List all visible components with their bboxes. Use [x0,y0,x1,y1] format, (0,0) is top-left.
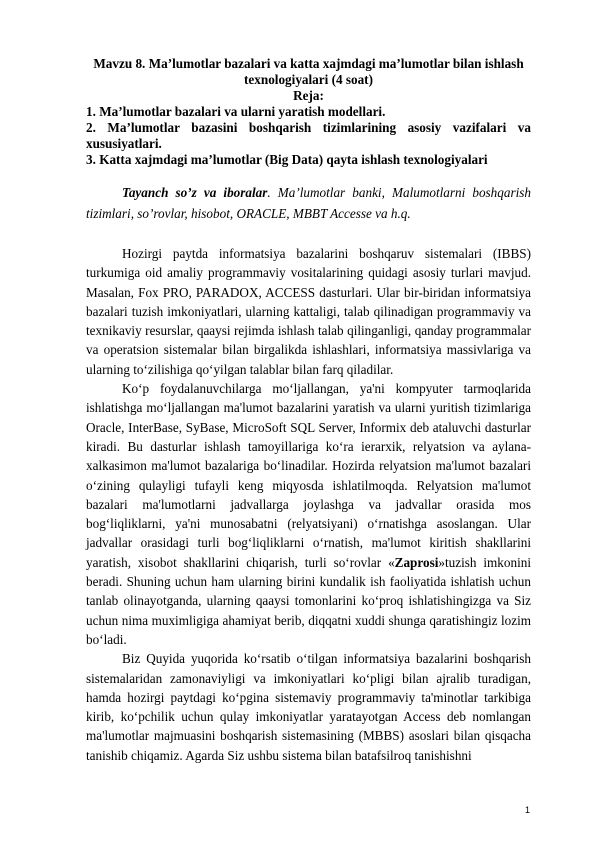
body-paragraph: Hozirgi paytda informatsiya bazalarini boshqaruv sistemalari (IBBS) turkumiga oid amaliy programmaviy vositalarining quidagi asosiy turlari mavjud. Masalan, Fox PRO, PARADOX, ACCESS dasturlari. Ular bir-biridan informatsiya bazalari tuzish imkoniyatlari, ularning kattaligi, talab qilinadigan programmaviy va texnikaviy resurslar, qaaysi rejimda ishlash talab qilinganligi, qanday programmalar va operatsion sistemalar bilan birgalikda ishlashlari, informatsiya massivlariga va ularning to‘zilishiga qo‘yilgan talablar bilan farq qiladilar. [86,246,531,377]
plan-item: 2. Ma’lumotlar bazasini boshqarish tizimlarining asosiy vazifalari va xususiyatlari. [86,120,531,151]
plan-heading: Reja: [293,88,324,103]
document-title: Mavzu 8. Ma’lumotlar bazalari va katta xajmdagi ma’lumotlar bilan ishlash texnologiyalari (4 soat) [93,56,524,87]
plan-list [86,104,531,168]
keywords-paragraph [86,182,531,224]
plan-item: 3. Katta xajmdagi ma’lumotlar (Big Data) qayta ishlash texnologiyalari [86,152,488,167]
body-paragraph: Biz Quyida yuqorida ko‘rsatib o‘tilgan informatsiya bazalarini boshqarish sistemalaridan zamonaviyligi va imkoniyatlari ko‘pligi bilan ajralib turadigan, hamda hozirgi paytdagi ko‘pgina sistemaviy programmaviy ta'minotlar tarkibiga kirib, ko‘pchilik uchun qulay imkoniyatlar yaratayotgan Access deb nomlangan ma'lumotlar majmuasini boshqarish sistemasining (MBBS) asoslari bilan qisqacha tanishib chiqamiz. Agarda Siz ushbu sistema bilan batafsilroq tanishishni [86,651,531,763]
zaprosi-term: Zaprosi [394,554,439,570]
keywords-label: Tayanch so’z va iboralar [122,185,268,200]
plan-item: 1. Ma’lumotlar bazalari va ularni yaratish modellari. [86,104,386,119]
paragraph-text: Ko‘p foydalanuvchilarga mo‘ljallangan, ya'ni kompyuter tarmoqlarida ishlatishga mo‘ljallangan ma'lumot bazalarini yaratish va ularni yuritish tizimlariga Oracle, InterBase, SyBase, MicroSoft SQL Server, Informix deb ataluvchi dasturlar kiradi. Bu dasturlar ishlash tamoyillariga ko‘ra ierarxik, relyatsion va aylana-xalkasimon ma'lumot bazalariga bo‘linadilar. Hozirda relyatsion ma'lumot bazalari o‘zining qulayligi tufayli keng miqyosda ishlatilmoqda. Relyatsion ma'lumot bazalari ma'lumotlarni jadvallarga joylashga va jadvallar orasida mos bog‘liqliklarni, ya'ni munosabatni (relyatsiyani) o‘rnatishga asoslangan. Ular jadvallar orasidagi turli bog‘liqliklarni o‘rnatish, ma'lumot kiritish shakllarini yaratish, xisobot shakllarini chiqarish, turli so‘rovlar « [86,381,531,570]
body-paragraph [86,379,531,649]
page-number: 1 [524,805,530,815]
paragraph-text: »tuzish imkonini beradi. Shuning uchun ham ularning birini kundalik ish faoliyatida ishlatish uchun tanlab olinayotganda, ularning qaaysi tomonlarini ko‘proq ishlatishingizga va Siz uchun nima muximligiga ahamiyat berib, diqqatni xuddi shunga qaratishingiz lozim bo‘ladi. [86,554,532,647]
keywords-text: . Ma’lumotlar banki, Malumotlarni boshqarish tizimlari, so’rovlar, hisobot, ORACLE, MBBT Accesse va h.q. [86,185,531,221]
document-page [86,56,531,765]
